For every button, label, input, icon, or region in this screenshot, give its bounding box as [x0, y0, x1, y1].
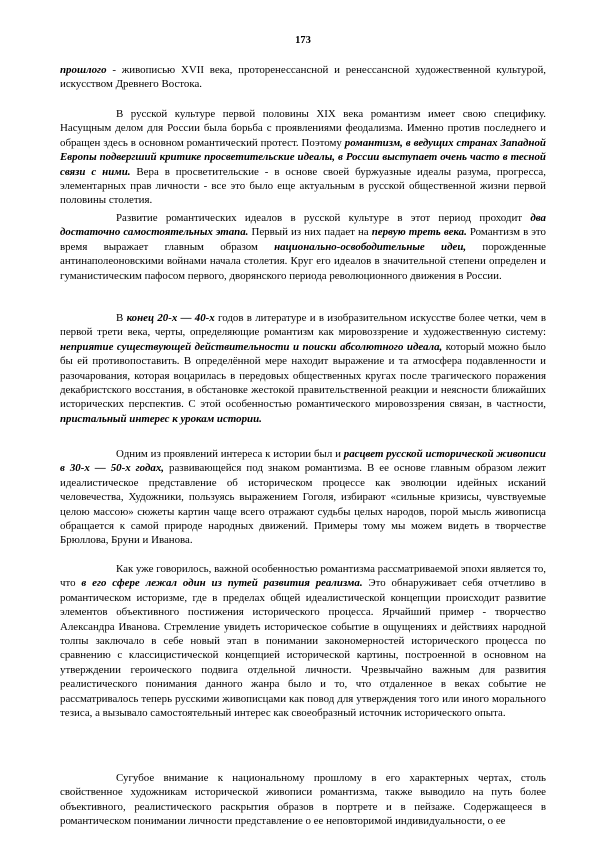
paragraph-romanticism-specifics	[60, 107, 546, 208]
body-text: - живописью XVII века, проторенессансной и ренессансной художественной культурой, искусством Древнего Востока.	[60, 64, 546, 91]
body-text: Первый из них падает на	[248, 226, 372, 239]
emphasis-text: национально-освободительные идеи,	[274, 240, 467, 253]
emphasis-text: прошлого	[60, 64, 107, 76]
paragraph-two-stages	[60, 211, 546, 283]
body-text: В	[116, 312, 127, 324]
paragraph-national-past	[60, 771, 546, 829]
body-text: Это обнаруживает себя отчетливо в романтическом историзме, где в пределах общей идеалистической концепции происходит развитие элементов объективного постижения исторического процесса. Ярчайший пример - творчество Александра Иванова. Стремление увидеть историческое событие в ощущениях и действиях народной толпы заключало в себе новый этап в понимании закономерностей исторического процесса по сравнению с классицистической концепцией исторической картины, построенной в основном на утверждении героического подвига отдельной личности. Чрезвычайно важным для развития реалистического понимания данного жанра было и то, что отдаленное в веках событие не рассматривалось теперь русскими живописцами как повод для утверждения того или иного морального тезиса, а вызывало самостоятельный интерес как своеобразный источник исторического опыта.	[60, 577, 546, 720]
body-text: Одним из проявлений интереса к истории был и	[116, 448, 344, 460]
emphasis-text: конец 20-х — 40-х	[126, 312, 215, 324]
emphasis-text: расцвет русской исторической живописи в 30-х — 50-х годах,	[60, 448, 546, 475]
body-text: Романтизм в это время выражает главным образом	[60, 226, 546, 253]
emphasis-text: неприятие существующей действительности и поиски абсолютного идеала,	[60, 340, 443, 353]
body-text: Вера в просветительские - в основе своей буржуазные идеалы разума, прогресса, элементарных прав личности - все это было еще актуальным в русской общественной жизни первой половины столетия.	[60, 165, 546, 207]
body-text: который можно было бы ей противопоставить. В определённой мере находит выражение и та атмосфера подавленности и разочарования, которая воцарилась в передовых общественных кругах после трагического поражения декабристского восстания, в обстановке жестокой правительственной реакции и неясности ближайших исторических перспектив. С этой особенностью романтического мировоззрения связан, в частности,	[60, 340, 546, 411]
body-text: годов в литературе и в изобразительном искусстве более четки, чем в первой трети века, черты, определяющие романтизм как мировоззрение и художественную систему:	[60, 312, 546, 339]
body-text: Развитие романтических идеалов в русской культуре в этот период проходит	[116, 212, 531, 224]
body-text: Как уже говорилось, важной особенностью романтизма рассматриваемой эпохи является то, что	[60, 563, 546, 590]
emphasis-text: пристальный интерес к урокам истории.	[60, 412, 262, 425]
emphasis-text: романтизм, в ведущих странах Западной Европы подвергший критике просветительские идеалы, в России выступает очень часто в тесной связи с ними.	[60, 136, 546, 178]
paragraph-late-period	[60, 311, 546, 426]
paragraph-realism-path	[60, 562, 546, 720]
body-text: Сугубое внимание к национальному прошлому в его характерных чертах, столь свойственное художникам исторической живописи романтизма, также выводило на путь более объективного, реалистического раскрытия образов в портрете и в пейзаже. Содержащееся в романтическом понимании личности представление о ее неповторимой индивидуальности, о ее	[60, 772, 546, 828]
emphasis-text: два достаточно самостоятельных этапа.	[60, 212, 546, 239]
body-text: порожденные антинаполеоновскими войнами начала столетия. Круг его идеалов в значительной степени определен и гуманистическим пафосом первого, дворянского периода революционного движения в России.	[60, 240, 547, 282]
paragraph-historical-painting	[60, 447, 546, 548]
body-text: развивающейся под знаком романтизма. В ее основе главным образом лежит идеалистическое представление об историческом процессе как эволюции идейных исканий человечества, Художники, пользуясь выражением Гоголя, избирают «сильные кризисы, чувствуемые целою массою» сюжеты картин чаще всего отражают судьбы целых народов, порой мысль живописца обращается к самой природе народных движений. Примеры тому мы можем видеть в творчестве Брюллова, Бруни и Иванова.	[60, 462, 546, 547]
emphasis-text: в его сфере лежал один из путей развития реализма.	[81, 577, 363, 590]
paragraph-continuation	[60, 63, 546, 92]
body-text: В русской культуре первой половины XIX века романтизм имеет свою специфику. Насущным делом для России была борьба с проявлениями феодализма. Именно против последнего и обращен здесь в основном романтический протест. Поэтому	[60, 108, 546, 149]
page-number: 173	[295, 35, 311, 46]
emphasis-text: первую треть века.	[371, 226, 467, 239]
